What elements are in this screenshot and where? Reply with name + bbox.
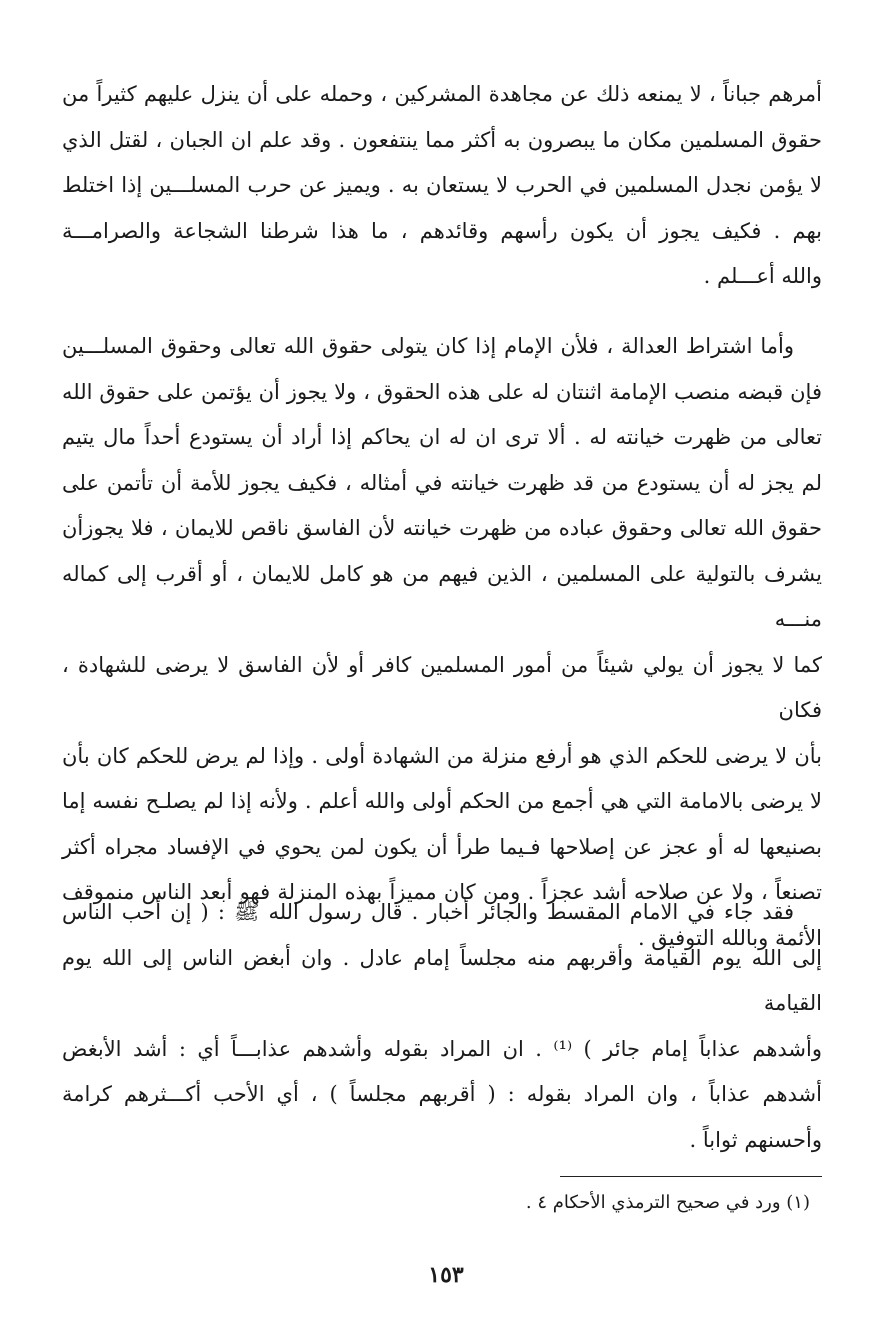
paragraph-line: أشدهم عذاباً ، وان المراد بقوله : ( أقربهم مجلساً ) ، أي الأحب أكـــثرهم كرامة — [62, 1082, 822, 1106]
paragraph-line: لا يرضى بالامامة التي هي أجمع من الحكم أولى والله أعلم . ولأنه إذا لم يصلـح نفسه إما — [62, 789, 822, 813]
paragraph-line: يشرف بالتولية على المسلمين ، الذين فيهم من هو كامل للايمان ، أو أقرب إلى كماله منـــه — [62, 561, 822, 631]
paragraph-line: حقوق المسلمين مكان ما يبصرون به أكثر مما ينتفعون . وقد علم ان الجبان ، لقتل الذي — [62, 127, 822, 152]
paragraph-line: فقد جاء في الامام المقسط والجائر أخبار . قال رسول الله ﷺ : ( إن أحب الناس — [62, 900, 794, 924]
paragraph-line: بصنيعها له أو عجز عن إصلاحها فـيما طرأ أن يكون لمن يحوي في الإفساد مجراه أكثر — [62, 834, 822, 859]
paragraph-line: إلى الله يوم القيامة وأقربهم منه مجلساً إمام عادل . وان أبغض الناس إلى الله يوم القيامة — [62, 945, 822, 1015]
paragraph-courage — [62, 72, 822, 300]
footnote-divider — [560, 1176, 822, 1177]
paragraph-line: وأشدهم عذاباً إمام جائر ) ⁽¹⁾ . ان المراد بقوله وأشدهم عذابـــاً أي : أشد الأبغض — [62, 1036, 822, 1061]
paragraph-line: وأحسنهم ثواباً . — [689, 1127, 822, 1152]
paragraph-line: وأما اشتراط العدالة ، فلأن الإمام إذا كان يتولى حقوق الله تعالى وحقوق المسلـــين — [62, 334, 794, 358]
footnote: (١) ورد في صحيح الترمذي الأحكام ٤ . — [525, 1192, 810, 1213]
paragraph-line: تعالى من ظهرت خيانته له . ألا ترى ان له ان يحاكم إذا أراد أن يستودع أحداً مال يتيم — [62, 425, 822, 449]
paragraph-line: والله أعـــلم . — [703, 264, 822, 288]
page-number: ١٥٣ — [428, 1262, 464, 1288]
paragraph-line: حقوق الله تعالى وحقوق عباده من ظهرت خيانته لأن الفاسق ناقص للايمان ، فلا يجوزأن — [62, 516, 822, 540]
paragraph-line: كما لا يجوز أن يولي شيئاً من أمور المسلمين كافر أو لأن الفاسق لا يرضى للشهادة ، فكان — [62, 652, 822, 722]
paragraph-line: الأئمة وبالله التوفيق . — [637, 925, 822, 950]
paragraph-line: بهم . فكيف يجوز أن يكون رأسهم وقائدهم ، ما هذا شرطنا الشجاعة والصرامـــة — [62, 218, 822, 243]
paragraph-line: بأن لا يرضى للحكم الذي هو أرفع منزلة من الشهادة أولى . وإذا لم يرض للحكم كان بأن — [62, 743, 822, 768]
paragraph-line: تصنعاً ، ولا عن صلاحه أشد عجزاً . ومن كان مميزاً بهذه المنزلة فهو أبعد الناس منموقف — [62, 880, 822, 904]
paragraph-line: فإن قبضه منصب الإمامة اثنتان له على هذه الحقوق ، ولا يجوز أن يؤتمن على حقوق الله — [62, 379, 822, 404]
paragraph-line: لم يجز له أن يستودع من قد ظهرت خيانته في أمثاله ، فكيف يجوز للأمة أن تأتمن على — [62, 470, 822, 495]
paragraph-hadith — [62, 890, 822, 1163]
paragraph-line: أمرهم جباناً ، لا يمنعه ذلك عن مجاهدة المشركين ، وحمله على أن ينزل عليهم كثيراً من — [62, 82, 822, 106]
paragraph-justice — [62, 324, 822, 961]
paragraph-line: لا يؤمن نجدل المسلمين في الحرب لا يستعان به . ويميز عن حرب المسلـــين إذا اختلط — [62, 173, 822, 197]
